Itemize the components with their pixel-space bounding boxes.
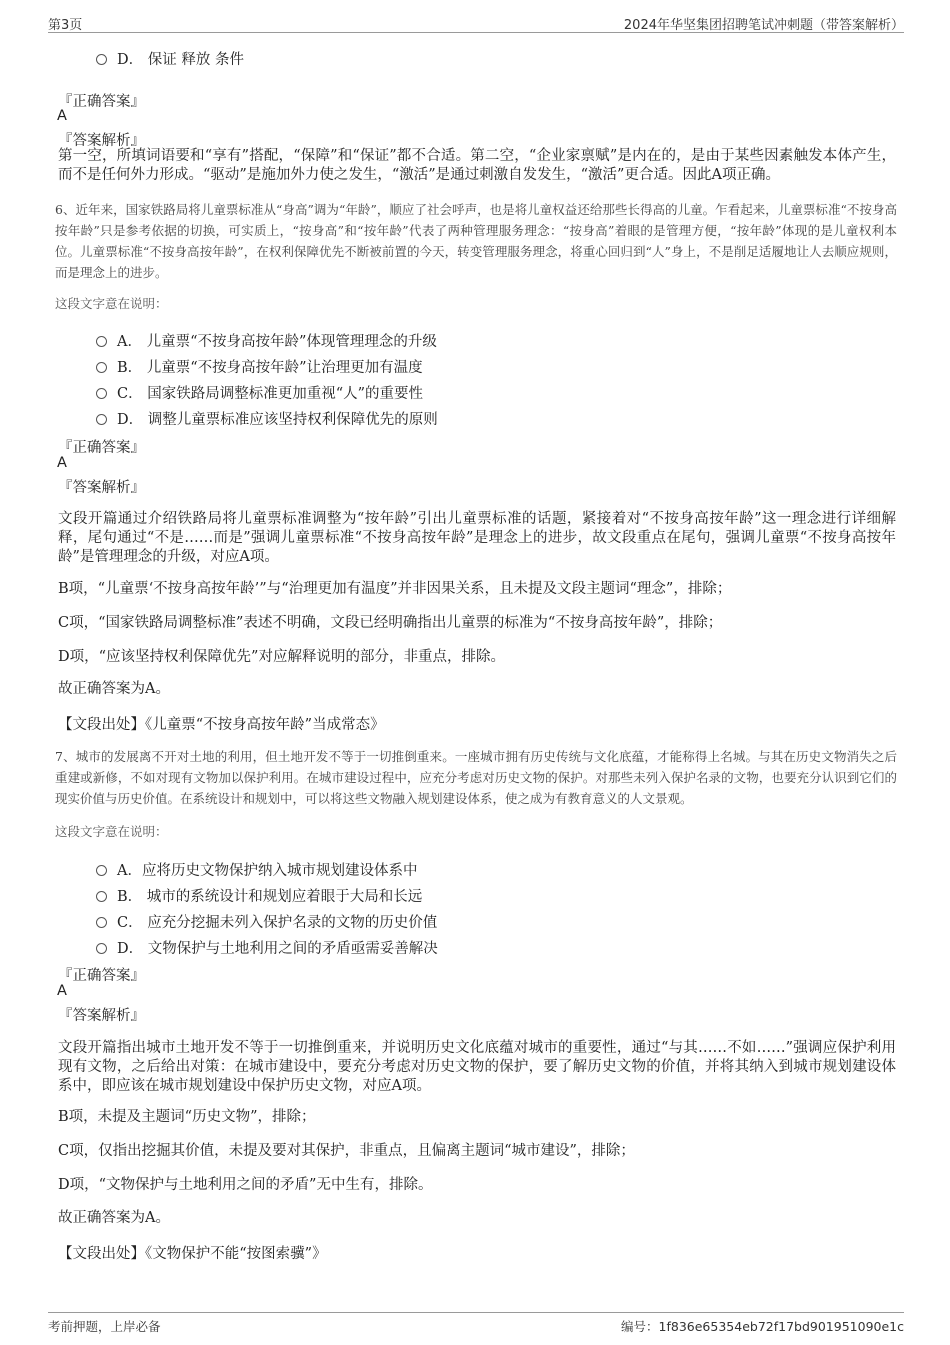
q7-answer-label: 『正确答案』 (58, 968, 145, 984)
q6-option-b[interactable]: B． 儿童票“不按身高按年龄”让治理更加有温度 (96, 356, 423, 377)
q7-prompt: 这段文字意在说明： (55, 824, 168, 839)
q6-analysis-label: 『答案解析』 (58, 480, 145, 496)
radio-icon[interactable] (96, 891, 107, 902)
page-number: 第3页 (48, 18, 83, 33)
q6-analysis-c: C项，“国家铁路局调整标准”表述不明确，文段已经明确指出儿童票的标准为“不按身高按年龄”，排除； (58, 615, 723, 631)
q5-answer-label: 『正确答案』 (58, 94, 145, 110)
q6-analysis-d: D项，“应该坚持权利保障优先”对应解释说明的部分，非重点，排除。 (58, 649, 505, 665)
q5-answer: A (57, 108, 67, 124)
q7-text: 7、城市的发展离不开对土地的利用，但土地开发不等于一切推倒重来。一座城市拥有历史传统与文化底蕴，才能称得上名城。与其在历史文物消失之后重建或新修，不如对现有文物加以保护利用。在城市建设过程中，应充分考虑对历史文物的保护。对那些未列入保护名录的文物，也要充分认识到它们的现实价值与历史价值。在系统设计和规划中，可以将这些文物融入规划建设体系，使之成为有教育意义的人文景观。 (55, 749, 897, 806)
document-id: 编号：1f836e65354eb72f17bd901951090e1c (621, 1319, 904, 1334)
q6-option-c[interactable]: C． 国家铁路局调整标准更加重视“人”的重要性 (96, 382, 423, 403)
footer-slogan: 考前押题，上岸必备 (48, 1319, 161, 1334)
q7-option-b[interactable]: B． 城市的系统设计和规划应着眼于大局和长远 (96, 885, 422, 906)
radio-icon[interactable] (96, 388, 107, 399)
q6-analysis-b: B项，“儿童票‘不按身高按年龄’”与“治理更加有温度”并非因果关系，且未提及文段主题词“理念”，排除； (58, 581, 732, 597)
q5-analysis-label: 『答案解析』 (58, 133, 145, 149)
q6-option-a[interactable]: A． 儿童票“不按身高按年龄”体现管理理念的升级 (96, 330, 437, 351)
q6-prompt: 这段文字意在说明： (55, 296, 168, 311)
q7-option-a[interactable]: A．应将历史文物保护纳入城市规划建设体系中 (96, 859, 417, 880)
radio-icon[interactable] (96, 943, 107, 954)
q7-option-c[interactable]: C． 应充分挖掘未列入保护名录的文物的历史价值 (96, 911, 437, 932)
radio-icon[interactable] (96, 414, 107, 425)
q6-source: 【文段出处】《儿童票“不按身高按年龄”当成常态》 (58, 717, 385, 733)
q7-answer: A (57, 983, 67, 999)
radio-icon[interactable] (96, 336, 107, 347)
q7-analysis-main: 文段开篇指出城市土地开发不等于一切推倒重来，并说明历史文化底蕴对城市的重要性，通过“与其……不如……”强调应保护利用现有文物，之后给出对策：在城市建设中，要充分考虑对历史文物的保护，要了解历史文物的价值，并将其纳入到城市规划建设体系中，即应该在城市规划建设中保护历史文物，对应A项。 (58, 1040, 896, 1094)
page-footer (48, 1312, 904, 1335)
q6-conclusion: 故正确答案为A。 (58, 681, 170, 697)
document-title: 2024年华坚集团招聘笔试冲刺题（带答案解析） (623, 18, 904, 33)
page-header (48, 14, 904, 33)
q6-analysis-main: 文段开篇通过介绍铁路局将儿童票标准调整为“按年龄”引出儿童票标准的话题，紧接着对“不按身高按年龄”这一理念进行详细解释，尾句通过“不是……而是”强调儿童票标准“不按身高按年龄”是理念上的进步，故文段重点在尾句，强调儿童票“不按身高按年龄”是管理理念的升级，对应A项。 (58, 511, 896, 565)
q6-answer-label: 『正确答案』 (58, 440, 145, 456)
q7-option-d[interactable]: D． 文物保护与土地利用之间的矛盾亟需妥善解决 (96, 937, 438, 958)
q7-analysis-label: 『答案解析』 (58, 1008, 145, 1024)
radio-icon[interactable] (96, 917, 107, 928)
q6-text: 6、近年来，国家铁路局将儿童票标准从“身高”调为“年龄”，顺应了社会呼声，也是将儿童权益还给那些长得高的儿童。乍看起来，儿童票标准“不按身高按年龄”只是参考依据的切换，可实质上，“按身高”和“按年龄”代表了两种管理服务理念：“按身高”着眼的是管理方便，“按年龄”体现的是儿童权利本位。儿童票标准“不按身高按年龄”，在权利保障优先不断被前置的今天，转变管理服务理念，将重心回归到“人”身上，不是削足适履地让人去顺应规则，而是理念上的进步。 (55, 202, 897, 280)
radio-icon[interactable] (96, 362, 107, 373)
q6-answer: A (57, 455, 67, 471)
q5-option-d[interactable]: D． 保证 释放 条件 (96, 48, 244, 69)
q6-option-d[interactable]: D． 调整儿童票标准应该坚持权利保障优先的原则 (96, 408, 438, 429)
q7-analysis-c: C项，仅指出挖掘其价值，未提及要对其保护，非重点，且偏离主题词“城市建设”，排除； (58, 1143, 635, 1159)
radio-icon[interactable] (96, 865, 107, 876)
radio-icon[interactable] (96, 54, 107, 65)
q7-conclusion: 故正确答案为A。 (58, 1210, 170, 1226)
q7-analysis-d: D项，“文物保护与土地利用之间的矛盾”无中生有，排除。 (58, 1177, 433, 1193)
q7-analysis-b: B项，未提及主题词“历史文物”，排除； (58, 1109, 316, 1125)
q5-analysis: 第一空，所填词语要和“享有”搭配，“保障”和“保证”都不合适。第二空，“企业家禀赋”是内在的，是由于某些因素触发本体产生，而不是任何外力形成。“驱动”是施加外力使之发生，“激活”是通过刺激自发发生，“激活”更合适。因此A项正确。 (58, 148, 896, 183)
q7-source: 【文段出处】《文物保护不能“按图索骥”》 (58, 1246, 327, 1262)
